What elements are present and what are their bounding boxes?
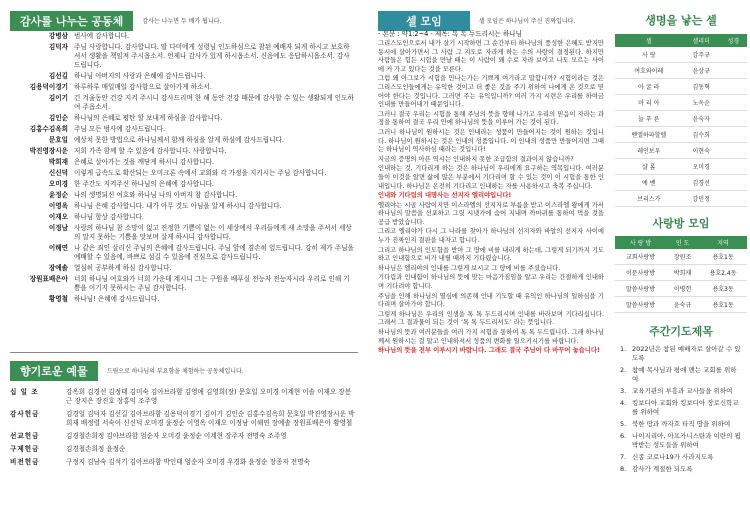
love-room-row [615,281,747,297]
love-room-cell: 용호1동 [699,249,747,265]
thanks-text: 사랑의 하나님 참 소망이 없고 진정한 기쁨이 없는 이 세상에서 우리들에게 새 소망을 주셔서 세상의 말지 못하는 기쁨을 맛보며 살게 하시니 감사합니다. [74,224,352,241]
cell-group-cell: 오미경 [683,159,720,175]
sermon-paragraph: 인내하는 것, 기다리게 하는 것은 하나님이 우리에게 요구하는 역목입니다. 여러분들이 이것을 알면 삶에 많은 부분에서 기다리며 할 수 있는 것이 이 시험을 통한 인내입니다. 하나님은 온전히 기다리고 인내하는 자를 사용하시고 축복 주십니다. [378,165,604,190]
thanks-text: 긴 겨울동안 건강 지켜 주시니 감사드리며 한 해 동안 건강 때문에 감사할 수 있는 생활되게 인도하여 주옵소서. [74,94,354,111]
thanks-row [10,213,355,222]
thanks-name: 오미경 [48,180,68,188]
thanks-text: 하루하루 매일매일 감사함으로 살아가게 하소서. [74,83,212,91]
offering-row [10,432,355,441]
thanks-row [10,158,355,167]
sermon-paragraph: 그럼 왜 아그보가 시험을 만나는가는 기쁘게 여기라고 말합니까? 시험이라는 것은 그리스도인들에게는 유익한 것이고 더 좋은 것을 주기 위하여 나에게 온 것으로 믿어야 한다는 것입니다. 그러면 주는 유익입니까? 여러 가지 시련은 우리를 하여금 인내를 만들어내기 때문입니다. [378,75,604,109]
cell-group-cell: 벧엘하파할렐 [615,127,683,143]
thanks-text: 나의 생명되신 여호와 하나님 나의 아버지 참 감사합니다. [74,191,238,199]
cell-group-row [615,127,747,143]
prayer-text: 신종 코로나19가 사라지도록 [632,453,714,461]
love-room-cell: 용호3동 [699,281,747,297]
love-room-header-cell: 지역 [699,236,747,249]
thanks-text: 주님 모든 범사에 감사드립니다. [74,125,166,133]
cell-group-cell: 윤숙자 [683,111,720,127]
sermon-paragraph: 그러니 결국 우리는 시험을 통해 주님의 뜻을 향해 나가고 우리의 믿음이 자라는 과정을 통하여 결국 우리 안에 하나님의 뜻을 이루어 가는 것이 된다. [378,110,604,127]
thanks-header-note: 감사는 나누면 두 배가 됩니다. [142,18,222,25]
right-column [612,0,750,530]
prayer-text: 감사가 계절한 되도록 [632,465,693,473]
cell-group-cell [720,175,747,191]
thanks-text: 너희 하나님 여호와가 너희 가운데 계시니 그는 구원을 베푸실 전능자 전능자시라 우리로 인해 기쁨을 이기지 못하시는 주님 감사합니다. [74,275,350,292]
sermon-reference: - 본문 : 약1:2~4 - 제목: 톡 톡 두드리시는 하나님 [378,30,522,38]
cell-group-row [615,47,747,63]
cell-group-cell [720,111,747,127]
thanks-row [10,125,355,134]
prayer-number: 8. [620,465,627,473]
love-room-cell: 이문사랑방 [615,265,666,281]
cell-group-cell: 노옥순 [683,95,720,111]
thanks-text: 예상치 못한 방법으로 하나님께서 함께 하심을 알게 하심에 감사드립니다. [74,136,284,144]
love-room-cell: 윤숙규 [666,297,699,313]
love-room-cell: 말씀사랑방 [615,281,666,297]
thanks-row [10,114,355,123]
cell-group-row [615,159,747,175]
sermon-paragraph: 하나님은 엘리야의 인내를 그렇게 보시고 그 땅에 비를 주셨습니다. [378,264,561,272]
love-room-cell: 장원조 [666,249,699,265]
thanks-name: 신신덕 [48,169,68,177]
cell-group-cell: 레인보우 [615,143,683,159]
cell-group-cell [720,79,747,95]
offering-header: 향기로운 예물 [10,361,98,381]
sermon-paragraph: 하나님의 뜻과 여러분들을 여러 가지 시험을 통하여 톡 톡 두드립니다. 그래 하나님께서 원하시는 걸 알고 인내하셔서 성품의 변화를 일으키시기를 바랍니다. [378,329,604,345]
divider [10,352,358,353]
prayer-text: 킹보디아 교회와 킹보디아 장로신학교를 위하여 [632,399,739,416]
thanks-row [10,94,355,112]
thanks-text: 나 같은 죄인 살리신 주님의 은혜에 감사드립니다. 주님 앞에 겸손히 엎드립니다. 강히 제가 주님을 예배할 수 있음에, 바쁘로 섬길 수 있음에 진심으로 감사드립니다. [74,244,354,261]
thanks-name: 강병삼 [48,32,68,40]
offering-category: 선교헌금 [10,432,40,440]
cell-group-cell: 아 굴 라 [615,79,683,95]
thanks-name: 장원표배은아 [29,275,68,283]
thanks-text: 하나님 항상 감사합니다. [74,213,144,221]
cell-group-header-cell: 성경 [720,34,747,47]
offering-names: 김경일 김덕자 김선길 김아브라함 김용덕이경기 김이기 김인순 김홍수김옥희 문호일 박진영장시운 박희재 배정렬 서숙이 신신덕 오미경 윤정순 이영옥 이재오 이정남 이해연 장예솔 장원표배은아 황영철 [66,410,355,427]
cell-group-cell: 에 벤 [615,175,683,191]
cell-group-row [615,191,747,207]
thanks-header-row [10,10,221,31]
thanks-row [10,264,355,273]
cell-group-cell: 김동혁 [683,79,720,95]
offering-header-row [10,360,244,381]
offering-category: 십 일 조 [10,388,39,396]
thanks-name: 김용덕이경기 [29,83,68,91]
prayer-item [620,399,742,417]
prayer-text: 2022년은 참된 예배자로 살아갈 수 있도록 [632,345,741,362]
thanks-name: 박진영장시운 [29,147,68,155]
sermon-paragraph: 지금의 증명의 아픈 역시는 인내하지 못한 조급함의 결과이지 않습니까? [378,155,574,163]
cell-group-table [615,34,747,207]
cell-group-cell [720,191,747,207]
love-room-row [615,249,747,265]
thanks-name: 김선길 [48,72,68,80]
thanks-text: 하나님! 은혜에 감사드립니다. [74,295,160,303]
cell-group-row [615,111,747,127]
offering-names: 구정지 김남숙 김석기 김아브라함 박인태 엄순자 오미경 우경화 윤정순 장종자 전명숙 [66,458,310,466]
sermon-paragraph: 엘리야는 시골 사람이지만 이스라엘의 선지자로 부름을 받고 이스라엘 왕에게 가서 하나님의 말씀을 선포하고 그릿 시냇가에 숨어 지내며 까마귀를 통하여 먹을 것을 공급 받았습니다. [378,201,604,226]
thanks-row [10,83,355,92]
offering-header-note: 드림으로 하나님의 부요함을 체험하는 공동체입니다. [106,368,244,375]
offering-row [10,445,355,454]
thanks-name: 김덕자 [48,43,68,51]
thanks-row [10,147,355,156]
cell-group-cell: 강민정 [683,191,720,207]
cell-group-cell [720,95,747,111]
offering-names: 김경철손희정 김아브라함 엄순자 오미경 윤정순 이계현 장주자 전명숙 조주영 [66,432,287,440]
prayer-number: 7. [620,453,627,461]
cell-meeting-header: 셀 모임 [378,11,470,31]
thanks-name: 황영철 [48,295,68,303]
love-room-header-cell: 인 도 [666,236,699,249]
cell-group-header-cell: 셀리더 [683,34,720,47]
cell-meeting-note: 셀 모임은 하나님이 주신 진짜입니다. [478,18,576,25]
thanks-name: 이정남 [48,224,68,232]
cell-group-cell: 마 리 아 [615,95,683,111]
love-room-cell: 교회사랑방 [615,249,666,265]
thanks-name: 이재오 [48,213,68,221]
cell-group-row [615,79,747,95]
thanks-text: 한 주간도 지켜주신 하나님의 은혜에 감사합니다. [74,180,214,188]
thanks-header: 감사를 나누는 공동체 [10,11,133,31]
cell-group-cell: 김경선 [683,175,720,191]
love-room-header-cell: 사 랑 방 [615,236,666,249]
thanks-text: 열심히 공부하게 하심 감사합니다. [74,264,172,272]
thanks-text: 은혜로 살아가는 것을 깨닫게 하시니 감사합니다. [74,158,214,166]
cell-group-cell: 김수희 [683,127,720,143]
thanks-name: 박희재 [48,158,68,166]
cell-group-title: 생명을 낳는 셀 [645,14,717,27]
prayer-list [612,345,750,474]
offering-category: 비전헌금 [10,458,40,466]
offering-row [10,410,355,428]
cell-group-row [615,175,747,191]
left-column [0,0,358,530]
cell-group-cell [720,127,747,143]
cell-group-cell: 윤상규 [683,63,720,79]
prayer-text: 교육기관의 부흥과 교사들을 위하여 [632,387,733,395]
sermon-paragraph: 그리고 하나님의 인도함을 받아 그 땅에 비를 내리게 하는데, 그렇게 되기까지 기도하고 인내함으로 비가 내릴 때까지 기다렸습니다. [378,246,604,263]
thanks-text: 범사에 감사합니다. [74,32,130,40]
love-room-cell: 용호2,4동 [699,265,747,281]
cell-group-cell [720,63,747,79]
thanks-row [10,244,355,262]
love-room-row [615,297,747,313]
sermon-text [378,40,604,357]
prayer-item [620,465,742,474]
cell-group-cell: 샬 롬 [615,159,683,175]
prayer-number: 6. [620,432,627,440]
cell-group-row [615,95,747,111]
love-room-cell: 박희재 [666,265,699,281]
cell-group-cell [720,47,747,63]
thanks-row [10,275,355,293]
thanks-row [10,202,355,211]
thanks-text: 주님 사랑합니다. 감사합니다. 딸 다미에게 성령님 인도하심으로 참된 예배자 되게 하시고 보호하셔서 생활을 책임져 주시옵소서. 언제나 감사가 있게 하시옵소서. 신음에도 응답하시옵소서. 감사드립니다. [74,43,350,69]
cell-group-cell: 늘 푸 른 [615,111,683,127]
prayer-number: 2. [620,366,627,374]
love-room-title: 사랑방 모임 [652,217,710,230]
thanks-text: 하나님 은혜 감사합니다. 내가 아무 것도 아님을 알게 하시니 감사합니다. [74,202,282,210]
offering-row [10,388,355,406]
thanks-name: 김홍수김옥희 [29,125,68,133]
thanks-name: 김인순 [48,114,68,122]
thanks-name: 윤정순 [48,191,68,199]
sermon-paragraph: 그리스도인으로서 내가 살기 시작하면 그 순간부터 하나님의 풍성한 은혜도 받지만 동시에 살아가면서 그 사람 그 지도로 자라게 하는 수의 사랑이 결정된다. 하지만 사람들은 힘든 시험을 만날 때는 이 사람이 꽤 수로 자라 보이고 나도 모르는 사이에 커 가고 있다는 것을 모른다. [378,40,604,73]
thanks-row [10,180,355,189]
thanks-row [10,32,355,41]
offering-category: 구제헌금 [10,445,40,453]
sermon-paragraph: 기다림과 인내함이 하나님의 뜻에 맞는 마음가짐임을 알고 우리는 간절하게 인내하며 기다려야 합니다. [378,274,604,291]
cell-group-row [615,143,747,159]
sermon-paragraph: 그렇게 하나님은 우리의 인생을 톡 톡 두드리시며 인내를 바라보며 기다리십니다. 그래서 그 결과물이 되는 것이 ‘톡 톡 두드리셔도’ 라는 뜻입니다. [378,310,604,327]
sermon-paragraph: 그리고 엘리야가 다시 그 나라를 찾아가 하나님의 선지자와 바알의 선지자 사이에 누가 진짜인지 결판을 내자고 합니다. [378,228,604,245]
thanks-row [10,169,355,178]
love-room-cell: 이병헌 [666,281,699,297]
cell-group-cell [720,159,747,175]
thanks-row [10,295,355,304]
offering-names: 강옥희 김경선 김정태 김미숙 김아브라함 김영애 김영희(장) 문호일 오미경 이계현 이솔 이재오 장봉근 장지은 장진호 장홍익 조주영 [66,388,352,405]
prayer-number: 4. [620,399,627,407]
sermon-paragraph: 인내와 기다림의 대명사는 선지자 엘리야입니다! [378,192,512,200]
cell-group-cell: 여호와이레 [615,63,683,79]
prayer-number: 5. [620,420,627,428]
middle-column [372,0,608,530]
thanks-row [10,72,355,81]
love-room-row [615,265,747,281]
thanks-text: 저희 가족 함께 할 수 있음에 감사합니다. 사랑합니다. [74,147,227,155]
prayer-item [620,432,742,450]
love-room-cell: 말씀사랑방 [615,297,666,313]
offering-row [10,458,355,467]
offering-list [10,388,355,471]
love-room-table [615,236,747,313]
prayer-item [620,420,742,429]
prayer-item [620,387,742,396]
prayer-text: 나이지리아, 아프카니스탄과 이란의 핍박받는 성도들을 위하여 [632,432,741,449]
prayer-text: 북한 땅과 까자흐 타직 땅을 위하여 [632,420,731,428]
love-room-cell: 용호1동 [699,297,747,313]
thanks-name: 김이기 [48,94,68,102]
prayer-number: 3. [620,387,627,395]
thanks-name: 문호일 [48,136,68,144]
thanks-text: 하나님 아버지의 사랑과 은혜에 감사드립니다. [74,72,206,80]
thanks-row [10,136,355,145]
offering-names: 김경철손희정 윤정순 [66,445,126,453]
cell-group-header-cell: 셀 [615,34,683,47]
cell-group-cell: 이현숙 [683,143,720,159]
thanks-name: 이영옥 [48,202,68,210]
thanks-text: 하나님의 은혜로 평탄 할 보내게 하심을 감사합니다. [74,114,223,122]
thanks-name: 이해연 [48,244,68,252]
cell-group-cell [720,143,747,159]
cell-group-cell: 강주규 [683,47,720,63]
sermon-paragraph: 하나님의 뜻을 전부 이루시기 바랍니다. 그래도 결국 주님이 다 바꾸어 놓습니다! [378,347,600,355]
cell-group-cell: 사 랑 [615,47,683,63]
prayer-text: 참예 목사님과 평애 맨는 교회를 위하여 [632,366,737,383]
cell-group-cell: 브리스가 [615,191,683,207]
prayer-title: 주간기도제목 [649,325,713,338]
prayer-item [620,345,742,363]
thanks-row [10,191,355,200]
thanks-row [10,43,355,70]
sermon-paragraph: 주님을 인해 하나님의 열심에 의존해 인내 기도할 때 유익인 하나님의 일하심을 기다리며 살아가야 합니다. [378,292,604,309]
thanks-text: 이렇게 급속도로 확산되는 오미크론 속에서 교회와 각 가정을 지키시는 주님 감사합니다. [74,169,327,177]
prayer-number: 1. [620,345,627,353]
cell-group-row [615,63,747,79]
thanks-row [10,224,355,242]
prayer-item [620,453,742,462]
thanks-name: 장예솔 [48,264,68,272]
offering-category: 감사헌금 [10,410,40,418]
sermon-paragraph: 그러니 하나님이 원하시는 것은 인내라는 성품이 만들어지는 것이 원하는 것입니다. 하나님이 원하시는 것은 인내의 성품입니다. 이 인내의 성품만 만들어지면 그때는 하나님이 역사하심 때라는 것입니다! [378,128,604,154]
prayer-item [620,366,742,384]
thanks-list [10,32,355,306]
